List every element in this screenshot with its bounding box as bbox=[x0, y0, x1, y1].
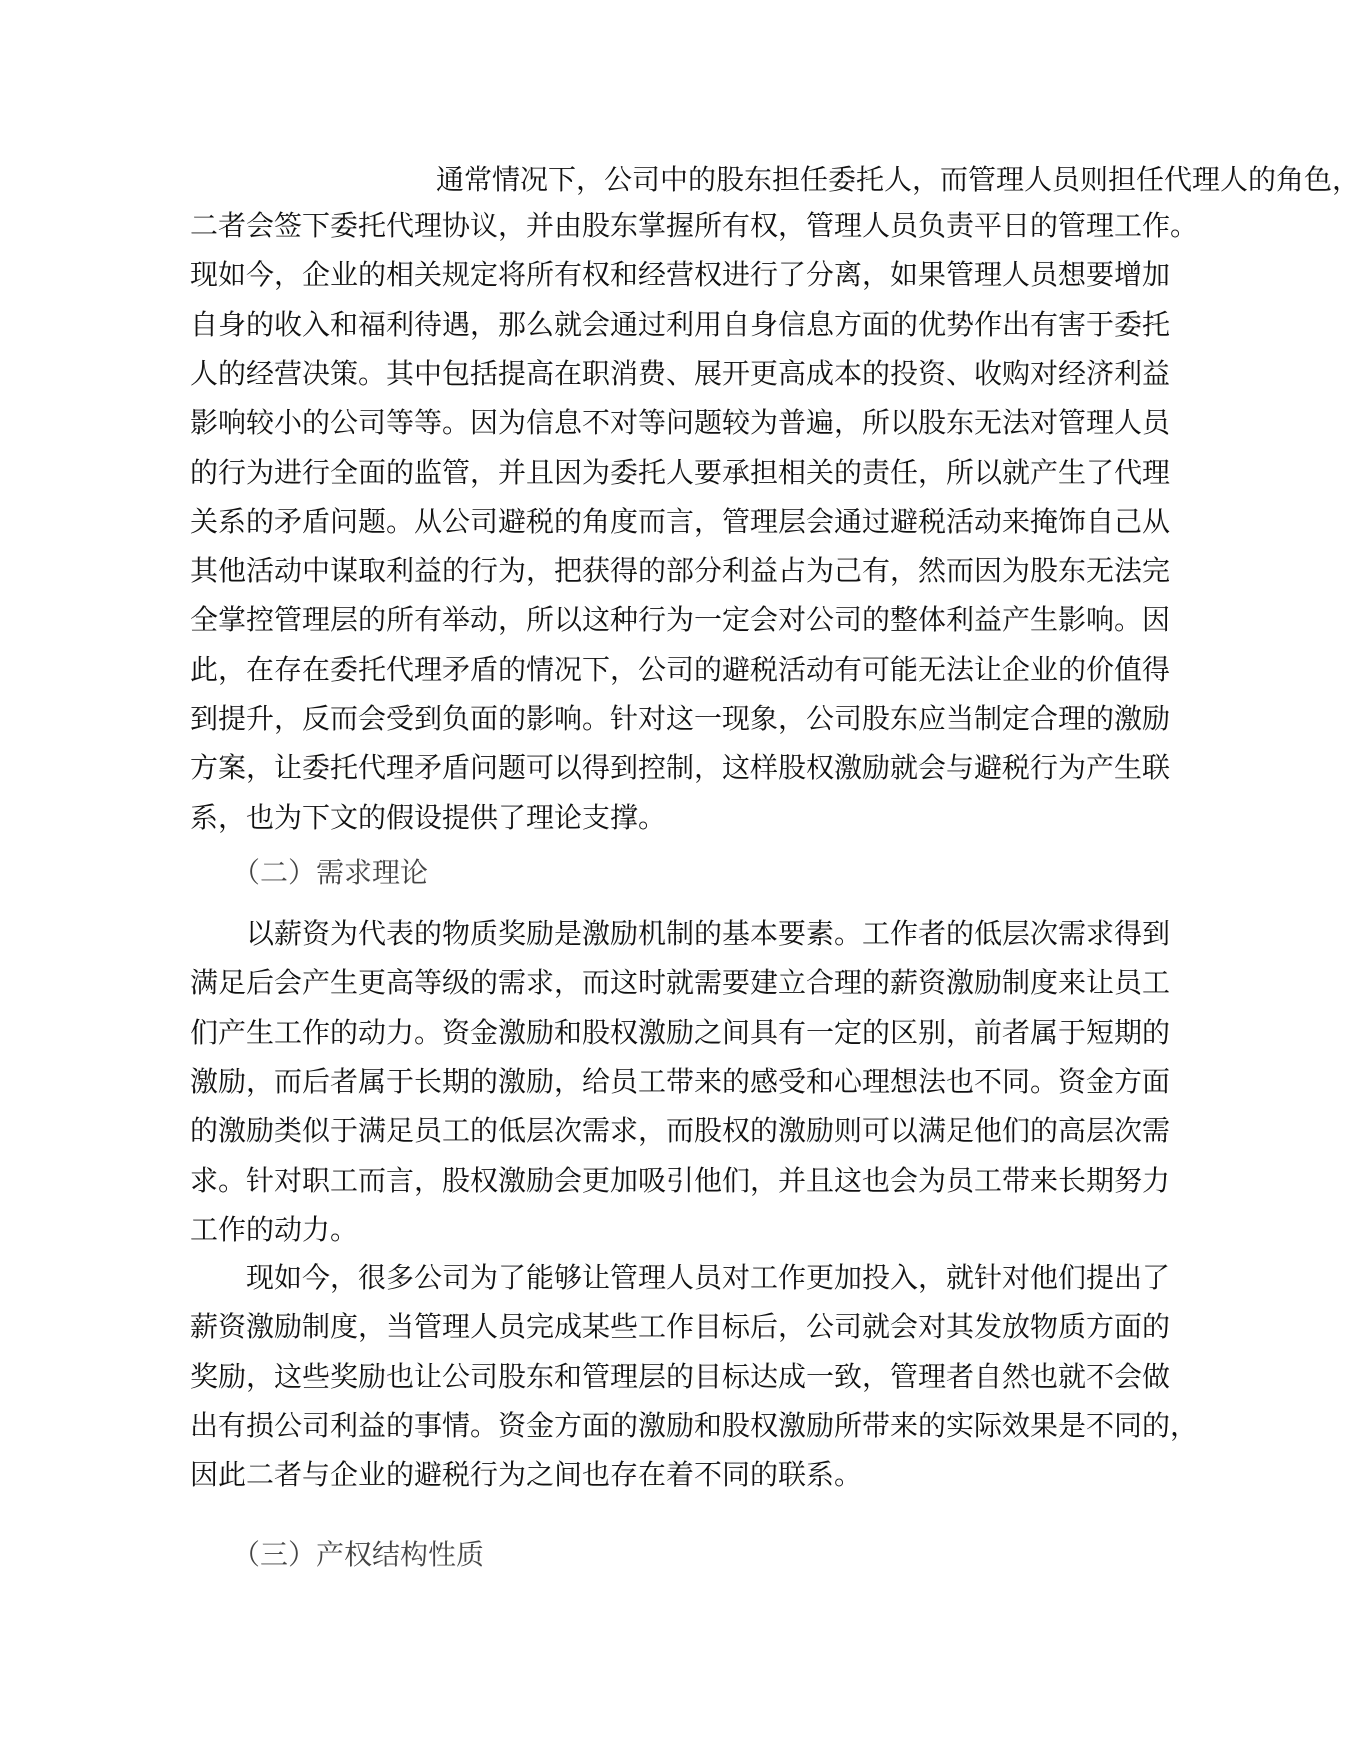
paragraph-line: 此，在存在委托代理矛盾的情况下，公司的避税活动有可能无法让企业的价值得 bbox=[190, 652, 1171, 686]
paragraph-line: 到提升，反而会受到负面的影响。针对这一现象，公司股东应当制定合理的激励 bbox=[190, 702, 1171, 735]
paragraph-line: 人的经营决策。其中包括提高在职消费、展开更高成本的投资、收购对经济利益 bbox=[190, 356, 1171, 390]
paragraph-line: 出有损公司利益的事情。资金方面的激励和股权激励所带来的实际效果是不同的， bbox=[190, 1408, 1199, 1442]
paragraph-line: 激励，而后者属于长期的激励，给员工带来的感受和心理想法也不同。资金方面 bbox=[190, 1064, 1171, 1098]
paragraph-line: 因此二者与企业的避税行为之间也存在着不同的联系。 bbox=[190, 1458, 863, 1492]
paragraph-line: 系，也为下文的假设提供了理论支撑。 bbox=[190, 800, 667, 834]
paragraph-line: 满足后会产生更高等级的需求，而这时就需要建立合理的薪资激励制度来让员工 bbox=[190, 966, 1171, 1000]
paragraph-line: 求。针对职工而言，股权激励会更加吸引他们，并且这也会为员工带来长期努力 bbox=[190, 1163, 1171, 1197]
paragraph-line: 的激励类似于满足员工的低层次需求，而股权的激励则可以满足他们的高层次需 bbox=[190, 1114, 1171, 1148]
paragraph-line: 现如今，很多公司为了能够让管理人员对工作更加投入，就针对他们提出了 bbox=[246, 1261, 1171, 1294]
paragraph-line: 工作的动力。 bbox=[190, 1212, 359, 1246]
paragraph-line: 二者会签下委托代理协议，并由股东掌握所有权，管理人员负责平日的管理工作。 bbox=[190, 209, 1199, 242]
paragraph-line: 薪资激励制度，当管理人员完成某些工作目标后，公司就会对其发放物质方面的 bbox=[190, 1310, 1171, 1344]
section-heading-property-rights: （三）产权结构性质 bbox=[232, 1538, 485, 1571]
paragraph-line: 的行为进行全面的监管，并且因为委托人要承担相关的责任，所以就产生了代理 bbox=[190, 455, 1171, 489]
paragraph-line: 现如今，企业的相关规定将所有权和经营权进行了分离，如果管理人员想要增加 bbox=[190, 258, 1171, 292]
paragraph-line: 自身的收入和福利待遇，那么就会通过利用自身信息方面的优势作出有害于委托 bbox=[190, 307, 1171, 341]
paragraph-line: 通常情况下，公司中的股东担任委托人，而管理人员则担任代理人的角色， bbox=[436, 163, 1360, 196]
paragraph-line: 以薪资为代表的物质奖励是激励机制的基本要素。工作者的低层次需求得到 bbox=[246, 917, 1171, 950]
clipped-top-line bbox=[190, 163, 1360, 196]
paragraph-line: 方案，让委托代理矛盾问题可以得到控制，这样股权激励就会与避税行为产生联 bbox=[190, 751, 1171, 785]
paragraph-line: 影响较小的公司等等。因为信息不对等问题较为普遍，所以股东无法对管理人员 bbox=[190, 406, 1171, 440]
paragraph-line: 奖励，这些奖励也让公司股东和管理层的目标达成一致，管理者自然也就不会做 bbox=[190, 1359, 1171, 1393]
paragraph-line: 关系的矛盾问题。从公司避税的角度而言，管理层会通过避税活动来掩饰自己从 bbox=[190, 504, 1171, 538]
paragraph-line: 们产生工作的动力。资金激励和股权激励之间具有一定的区别，前者属于短期的 bbox=[190, 1015, 1171, 1049]
section-heading-demand-theory: （二）需求理论 bbox=[232, 856, 429, 889]
paragraph-line: 其他活动中谋取利益的行为，把获得的部分利益占为己有，然而因为股东无法完 bbox=[190, 554, 1171, 588]
paragraph-line: 全掌控管理层的所有举动，所以这种行为一定会对公司的整体利益产生影响。因 bbox=[190, 603, 1171, 637]
